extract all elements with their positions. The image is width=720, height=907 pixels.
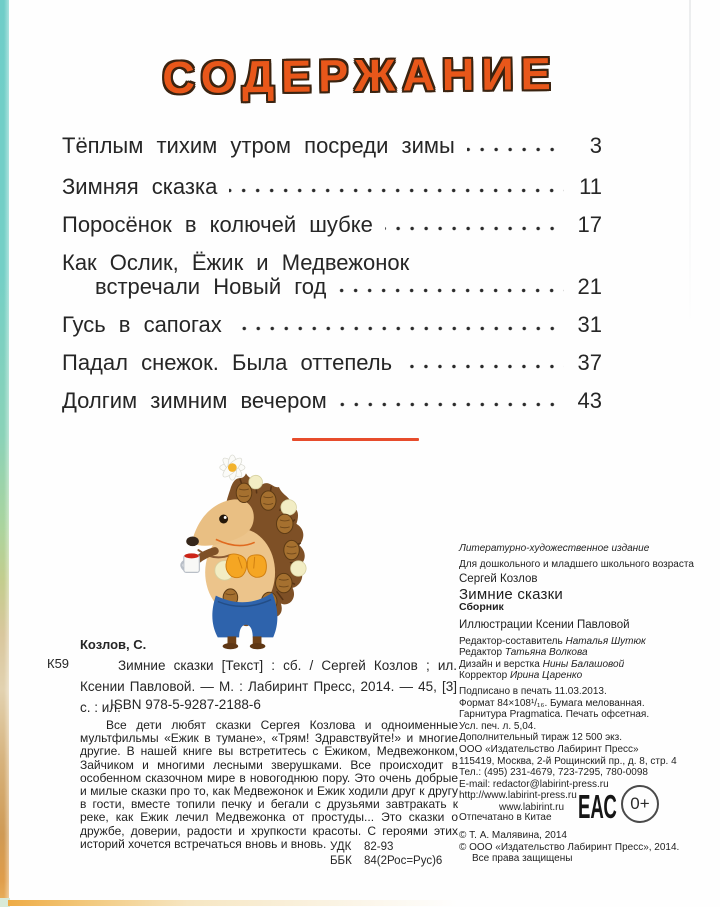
dot-leader [404, 364, 564, 369]
toc-page-number: 17 [577, 212, 602, 237]
credit-name: Татьяна Волкова [504, 647, 588, 658]
credit-role: Дизайн и верстка [459, 658, 543, 670]
print-info-line: Усл. печ. л. 5,04. [459, 720, 537, 732]
edition-type: Литературно-художественное издание [459, 543, 650, 554]
print-info-line: Подписано в печать 11.03.2013. [459, 686, 607, 697]
colophon-subtitle: Сборник [459, 601, 504, 613]
credit-line [459, 647, 709, 659]
udk-label: УДК [330, 841, 352, 853]
copyright-line: © ООО «Издательство Лабиринт Пресс», 2014. [459, 841, 680, 853]
dot-leader [229, 188, 564, 193]
audience-line: Для дошкольного и младшего школьного возраста [459, 558, 694, 570]
credit-name: Нины Балашовой [542, 658, 625, 670]
credit-role: Редактор-составитель [459, 635, 566, 647]
publisher-website-2: www.labirint.ru [499, 801, 565, 813]
bbk-row [330, 854, 442, 868]
credit-role: Корректор [459, 670, 510, 681]
toc-entry-title: Падал снежок. Была оттепель [62, 350, 393, 375]
book-edge-bottom [8, 900, 458, 906]
publisher-line: Тел.: (495) 231-4679, 723-7295, 780-0098 [459, 767, 648, 778]
toc-entry-title-line2: встречали Новый год [95, 274, 327, 299]
credit-name: Наталья Шутюк [565, 635, 646, 647]
toc-entry [62, 212, 602, 235]
toc-entry [62, 312, 602, 335]
toc-entry [62, 250, 602, 273]
publisher-line: ООО «Издательство Лабиринт Пресс» [459, 744, 639, 755]
dot-leader [234, 326, 564, 331]
illustrations-credit: Иллюстрации Ксении Павловой [459, 619, 630, 631]
colophon-credits [459, 620, 709, 682]
toc-page-number: 37 [577, 350, 602, 375]
dot-leader [385, 226, 564, 231]
colophon-book-title: Зимние сказки [459, 585, 563, 603]
printed-in-line: Отпечатано в Китае [459, 812, 552, 823]
toc-entry-title: Гусь в сапогах [62, 312, 222, 337]
toc-page-number: 3 [589, 133, 602, 158]
toc-page-number: 11 [579, 174, 602, 199]
table-of-contents [62, 133, 602, 426]
toc-entry-title: Поросёнок в колючей шубке [62, 212, 373, 237]
publisher-email: E-mail: redactor@labirint-press.ru [459, 778, 609, 790]
catalog-author-heading: Козлов, С. [80, 637, 147, 652]
book-edge-left-fade [4, 0, 18, 907]
cup [181, 553, 199, 572]
credit-role: Редактор [459, 647, 505, 658]
age-rating-badge: 0+ [621, 785, 659, 823]
udk-value: 82-93 [364, 841, 394, 853]
toc-entry-title-line1: Как Ослик, Ёжик и Медвежонок [62, 250, 410, 275]
credit-line [459, 659, 709, 671]
print-info [459, 686, 709, 744]
credit-line [459, 670, 709, 682]
copyright-line: Все права защищены [472, 853, 573, 864]
dot-leader [338, 288, 564, 293]
page-title: СОДЕРЖАНИЕ [162, 47, 558, 104]
toc-page-number: 21 [577, 274, 602, 299]
colophon-author: Сергей Козлов [459, 573, 538, 585]
toc-entry [62, 350, 602, 373]
toc-entry [62, 388, 602, 411]
classification-codes [330, 840, 442, 868]
dot-leader [339, 402, 564, 407]
dot-leader [467, 147, 564, 152]
eac-conformity-mark-icon: ЕАС [578, 789, 617, 826]
copyright-line: © Т. А. Малявина, 2014 [459, 830, 567, 841]
copyright-block [459, 830, 709, 865]
toc-entry-title: Зимняя сказка [62, 174, 218, 199]
bbk-label: ББК [330, 855, 352, 867]
divider-line [292, 438, 419, 441]
udk-row [330, 840, 442, 854]
toc-entry [62, 174, 602, 197]
toc-entry [62, 133, 602, 156]
toc-entry-title: Тёплым тихим утром посреди зимы [62, 133, 455, 158]
print-info-line: Формат 84×108¹/₁₆. Бумага мелованная. [459, 697, 645, 709]
annotation-text: Все дети любят сказки Сергея Козлова и одноименные мультфильмы «Ежик в тумане», «Трям! Здравствуйте!» и многие другие. В нашей книге вы встретитесь с Ежиком, Медвежонком, Зайчиком и многими лесными зверушками. Все происходит в особенном сказочном мире в новогоднюю пору. Это очень добрые и милые сказки про то, как Медвежонок и Ежик ходили друг к другу в гости, вместе топили печку и бегали с друзьями завтракать к реке, как Ежик лечил Медвежонка от простуды... Это сказки о дружбе, доверии, радости и хрупкости красоты. С героями этих историй хочется встречаться вновь и вновь. [80, 718, 458, 851]
print-info-line: Дополнительный тираж 12 500 экз. [459, 732, 623, 743]
publisher-website: http://www.labirint-press.ru [459, 790, 577, 801]
daisy [220, 455, 245, 480]
publisher-line: 115419, Москва, 2-й Рощинский пр., д. 8, стр. 4 [459, 755, 677, 767]
isbn: ISBN 978-5-9287-2188-6 [110, 697, 261, 712]
hedgehog-illustration [178, 452, 310, 652]
toc-entry-title: Долгим зимним вечером [62, 388, 327, 413]
colophon-header [459, 543, 709, 614]
catalog-entry: Зимние сказки [Текст] : сб. / Сергей Козлов ; ил. Ксении Павловой. — М. : Лабиринт Пресс, 2014. — 45, [3] с. : ил. [80, 658, 457, 715]
toc-page-number: 31 [577, 312, 602, 337]
toc-page-number: 43 [577, 388, 602, 413]
credit-name: Ирина Царенко [509, 670, 583, 681]
print-info-line: Гарнитура Pragmatica. Печать офсетная. [459, 709, 650, 720]
credit-line [459, 636, 709, 648]
catalog-index-code: К59 [47, 656, 70, 671]
bbk-value: 84(2Рос=Рус)6 [364, 855, 443, 867]
toc-entry-continuation [62, 274, 602, 297]
